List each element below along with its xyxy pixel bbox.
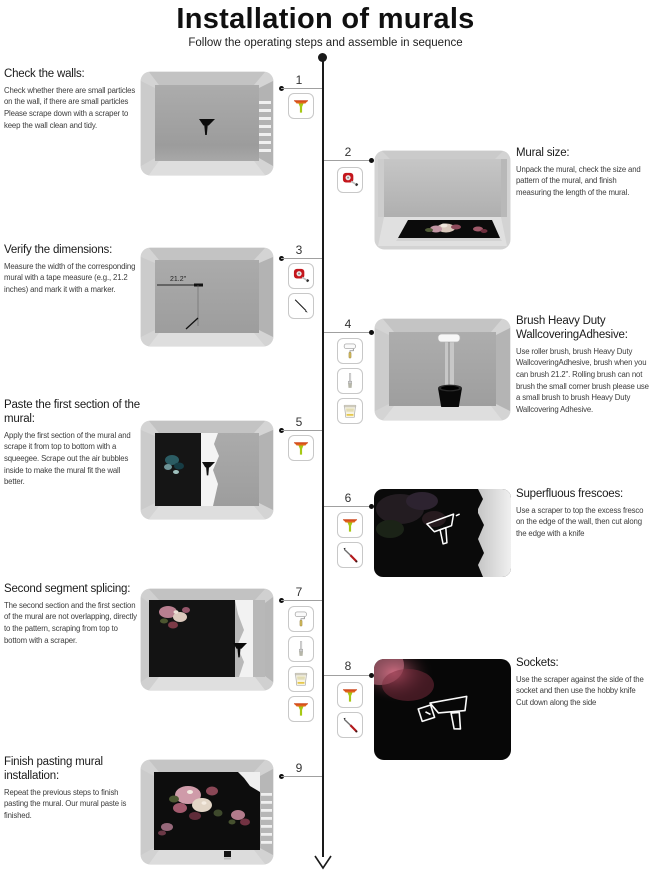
step-6-connector-line [324, 506, 371, 507]
step-4-body: Use roller brush, brush Heavy Duty WallcoveringAdhesive, brush when you can brush 21.2". Rolling brush can not brush the small corner brush please use a small brush to brush Heavy Duty Wallcovering Adhesive. [516, 346, 649, 415]
step-4-number: 4 [344, 317, 352, 331]
tape-measure-icon [337, 167, 363, 193]
step-8-heading: Sockets: [516, 657, 559, 669]
timeline-line [322, 57, 324, 857]
step-8-text [516, 657, 649, 709]
knife-icon [337, 712, 363, 738]
page-title: Installation of murals [176, 3, 475, 35]
tape-measure-icon [288, 263, 314, 289]
step-2-connector-line [324, 160, 371, 161]
step-6-body: Use a scraper to top the excess fresco on the edge of the wall, then cut along the edge with a knife [516, 505, 644, 539]
step-7-heading: Second segment splicing: [4, 583, 131, 595]
step-6-mural-illustration [374, 489, 511, 577]
step-5-heading: Paste the first section of the mural: [4, 399, 140, 425]
step-9-heading: Finish pasting mural installation: [4, 756, 103, 782]
step-1-room-illustration [140, 71, 274, 176]
step-9-image [140, 759, 274, 865]
step-8-number: 8 [344, 659, 352, 673]
step-4-connector-line [324, 332, 371, 333]
step-3-body: Measure the width of the corresponding mural with a tape measure (e.g., 21.2 inches) and mark it with a marker. [4, 261, 136, 295]
squeegee-icon [288, 93, 314, 119]
step-8-connector-line [324, 675, 371, 676]
step-5-number: 5 [295, 415, 303, 429]
step-2-heading: Mural size: [516, 147, 570, 159]
step-2-text [516, 147, 649, 199]
step-1-text [4, 68, 140, 132]
squeegee-icon [337, 512, 363, 538]
step-7-number: 7 [295, 585, 303, 599]
step-4-room-illustration [374, 318, 511, 421]
step-3-icons [288, 263, 314, 319]
step-2-icons [337, 167, 363, 193]
small-brush-icon [337, 368, 363, 394]
step-6-heading: Superfluous frescoes: [516, 488, 624, 500]
step-1-connector-line [281, 88, 322, 89]
step-8-image [374, 659, 511, 760]
step-9-text [4, 756, 144, 822]
step-1-image [140, 71, 274, 176]
step-3-text [4, 244, 140, 296]
step-5-icons [288, 435, 314, 461]
step-7-text [4, 583, 140, 647]
step-5-connector-line [281, 430, 322, 431]
step-2-body: Unpack the mural, check the size and pattern of the mural, and finish measuring the length of the mural. [516, 164, 641, 198]
step-6-number: 6 [344, 491, 352, 505]
step-5-text [4, 399, 140, 488]
squeegee-icon [288, 696, 314, 722]
step-4-heading: Brush Heavy Duty WallcoveringAdhesive: [516, 315, 628, 341]
squeegee-icon [337, 682, 363, 708]
page-subtitle: Follow the operating steps and assemble in sequence [188, 37, 463, 49]
step-5-image [140, 420, 274, 520]
step-8-icons [337, 682, 363, 738]
step-1-body: Check whether there are small particles on the wall, if there are small particles Please scrape down with a scraper to keep the wall clean and tidy. [4, 85, 136, 130]
step-2-number: 2 [344, 145, 352, 159]
step-3-heading: Verify the dimensions: [4, 244, 113, 256]
small-brush-icon [288, 636, 314, 662]
step-7-room-illustration [140, 588, 274, 691]
step-4-image [374, 318, 511, 421]
step-8-socket-illustration [374, 659, 511, 760]
step-6-icons [337, 512, 363, 568]
step-9-connector-line [281, 776, 322, 777]
step-3-measurement-label: 21.2" [170, 276, 187, 283]
step-6-image [374, 489, 511, 577]
adhesive-bucket-icon [288, 666, 314, 692]
step-4-icons [337, 338, 363, 424]
step-5-body: Apply the first section of the mural and scrape it from top to bottom with a squeegee. Scrape out the air bubbles inside to make the mural fit the wall better. [4, 430, 131, 487]
step-3-room-illustration [140, 247, 274, 347]
roller-brush-icon [337, 338, 363, 364]
knife-icon [337, 542, 363, 568]
step-4-text [516, 315, 649, 416]
step-1-heading: Check the walls: [4, 68, 85, 80]
roller-brush-icon [288, 606, 314, 632]
step-5-room-illustration [140, 420, 274, 520]
step-9-number: 9 [295, 761, 303, 775]
step-2-image [374, 150, 511, 250]
adhesive-bucket-icon [337, 398, 363, 424]
squeegee-icon [288, 435, 314, 461]
step-3-number: 3 [295, 243, 303, 257]
step-7-image [140, 588, 274, 691]
step-2-room-illustration [374, 150, 511, 250]
step-7-body: The second section and the first section of the mural are not overlapping, directly to the pattern, scraping from top to bottom with a scraper. [4, 600, 137, 645]
step-7-connector-line [281, 600, 322, 601]
step-9-body: Repeat the previous steps to finish pasting the mural. Our mural paste is finished. [4, 787, 127, 820]
step-6-text [516, 488, 649, 540]
timeline-end-arrow-icon [313, 854, 333, 870]
step-3-image [140, 247, 274, 347]
step-8-body: Use the scraper against the side of the socket and then use the hobby knife Cut down along the side [516, 674, 644, 708]
step-7-icons [288, 606, 314, 722]
step-9-room-illustration [140, 759, 274, 865]
step-1-number: 1 [295, 73, 303, 87]
marker-icon [288, 293, 314, 319]
step-1-icons [288, 93, 314, 119]
step-3-connector-line [281, 258, 322, 259]
